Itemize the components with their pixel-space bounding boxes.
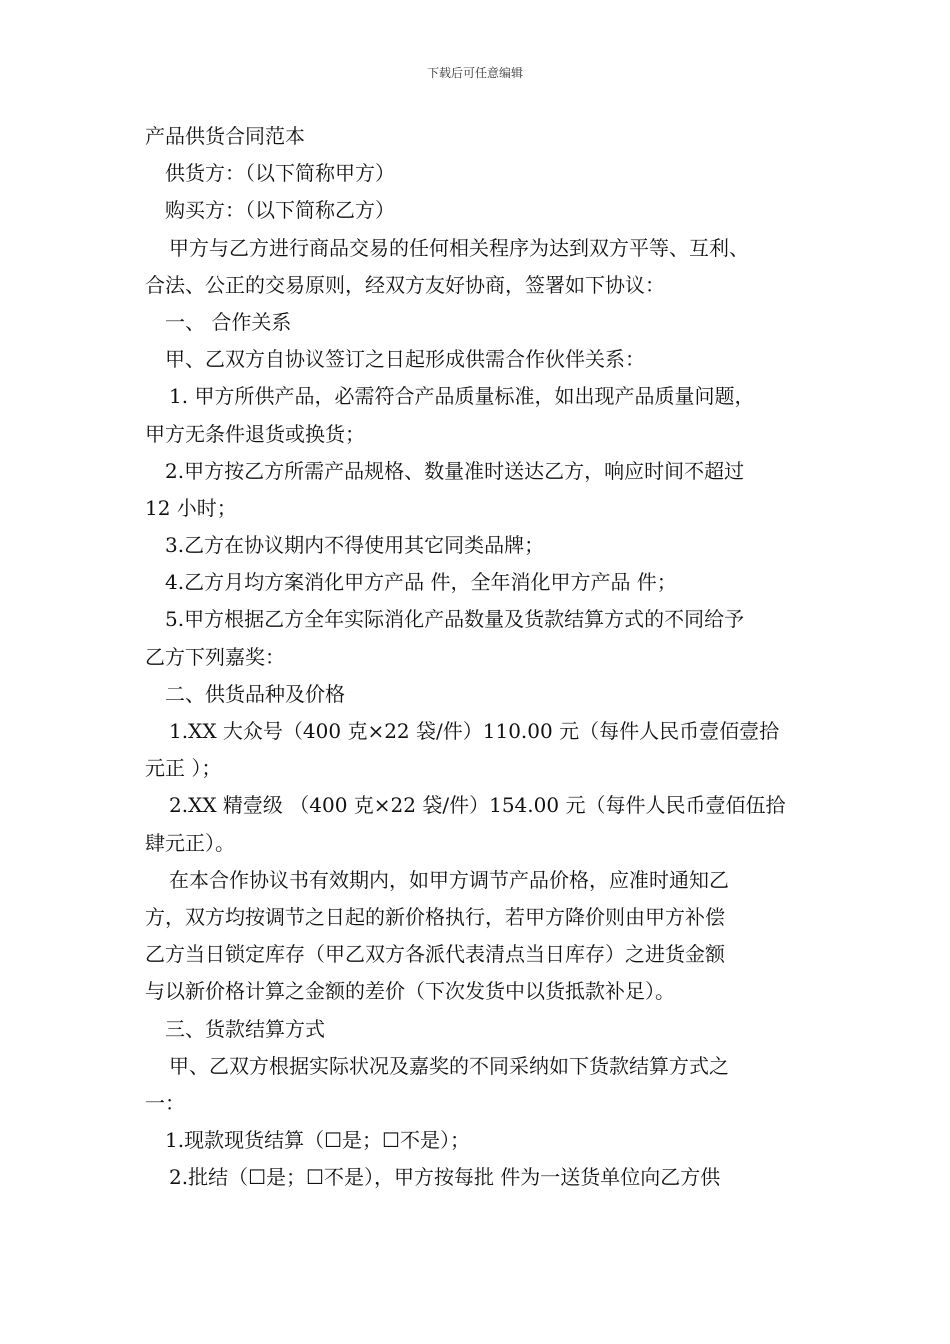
text-line bbox=[145, 416, 817, 453]
text-line-content: 在本合作协议书有效期内，如甲方调节产品价格，应准时通知乙 bbox=[169, 867, 729, 892]
text-line-content: 供货方：（以下简称甲方） bbox=[165, 161, 395, 186]
text-line-content: 乙方当日锁定库存（甲乙双方各派代表清点当日库存）之进货金额 bbox=[145, 942, 725, 967]
text-line bbox=[145, 155, 817, 192]
text-line-content: 乙方下列嘉奖： bbox=[145, 644, 285, 669]
text-line bbox=[145, 564, 817, 601]
text-line bbox=[145, 601, 817, 638]
text-line-content: 3.乙方在协议期内不得使用其它同类品牌； bbox=[165, 533, 545, 558]
text-line bbox=[145, 1159, 817, 1196]
text-line bbox=[145, 230, 817, 267]
text-line-content: 甲、乙双方根据实际状况及嘉奖的不同采纳如下货款结算方式之 bbox=[169, 1053, 729, 1078]
text-line bbox=[145, 1048, 817, 1085]
text-line-content: 甲、乙双方自协议签订之日起形成供需合作伙伴关系： bbox=[165, 347, 645, 372]
text-line bbox=[145, 1085, 817, 1122]
text-line bbox=[145, 490, 817, 527]
text-line bbox=[145, 676, 817, 713]
text-line-content: 4.乙方月均方案消化甲方产品 件，全年消化甲方产品 件； bbox=[165, 570, 677, 595]
text-line bbox=[145, 825, 817, 862]
text-line-content: 三、货款结算方式 bbox=[165, 1016, 325, 1041]
text-line-content: 方，双方均按调节之日起的新价格执行，若甲方降价则由甲方补偿 bbox=[145, 904, 725, 929]
text-line-content: 2.批结（☐是；☐不是），甲方按每批 件为一送货单位向乙方供 bbox=[169, 1165, 721, 1190]
text-line-content: 购买方：（以下简称乙方） bbox=[165, 198, 395, 223]
text-line bbox=[145, 341, 817, 378]
text-line bbox=[145, 750, 817, 787]
text-line bbox=[145, 713, 817, 750]
text-line-content: 肆元正）。 bbox=[145, 830, 235, 855]
text-line-content: 2.XX 精壹级 （400 克×22 袋/件）154.00 元（每件人民币壹佰伍拾 bbox=[169, 793, 786, 818]
text-line-content: 甲方与乙方进行商品交易的任何相关程序为达到双方平等、互利、 bbox=[169, 235, 749, 260]
text-line bbox=[145, 639, 817, 676]
text-line bbox=[145, 267, 817, 304]
text-line bbox=[145, 1011, 817, 1048]
text-line-content: 1.XX 大众号（400 克×22 袋/件）110.00 元（每件人民币壹佰壹拾 bbox=[169, 719, 780, 743]
text-line bbox=[145, 527, 817, 564]
text-line bbox=[145, 973, 817, 1010]
text-line-content: 5.甲方根据乙方全年实际消化产品数量及货款结算方式的不同给予 bbox=[165, 607, 745, 632]
text-line-content: 一： bbox=[145, 1090, 185, 1115]
text-line bbox=[145, 862, 817, 899]
text-line bbox=[145, 936, 817, 973]
text-line bbox=[145, 787, 817, 824]
text-line-content: 元正 ）； bbox=[145, 756, 222, 781]
text-line-content: 二、供货品种及价格 bbox=[165, 681, 345, 706]
text-line bbox=[145, 192, 817, 229]
document-title bbox=[145, 118, 817, 155]
contract-body bbox=[145, 118, 817, 1196]
text-line-content: 甲方无条件退货或换货； bbox=[145, 421, 365, 446]
text-line-content: 合法、公正的交易原则，经双方友好协商，签署如下协议： bbox=[145, 272, 665, 297]
text-line-content: 与以新价格计算之金额的差价（下次发货中以货抵款补足）。 bbox=[145, 979, 675, 1004]
text-line-content: 2.甲方按乙方所需产品规格、数量准时送达乙方，响应时间不超过 bbox=[165, 458, 745, 483]
text-line bbox=[145, 899, 817, 936]
text-line-content: 一、 合作关系 bbox=[165, 309, 292, 334]
text-line-content: 产品供货合同范本 bbox=[145, 124, 305, 148]
text-line bbox=[145, 1122, 817, 1159]
page-header-note: 下载后可任意编辑 bbox=[426, 66, 523, 80]
text-line bbox=[145, 453, 817, 490]
text-line-content: 1. 甲方所供产品，必需符合产品质量标准，如出现产品质量问题， bbox=[169, 384, 755, 409]
text-line bbox=[145, 304, 817, 341]
text-line-content: 1.现款现货结算（☐是；☐不是）； bbox=[165, 1128, 470, 1153]
text-line-content: 12 小时； bbox=[145, 495, 237, 520]
text-line bbox=[145, 378, 817, 415]
